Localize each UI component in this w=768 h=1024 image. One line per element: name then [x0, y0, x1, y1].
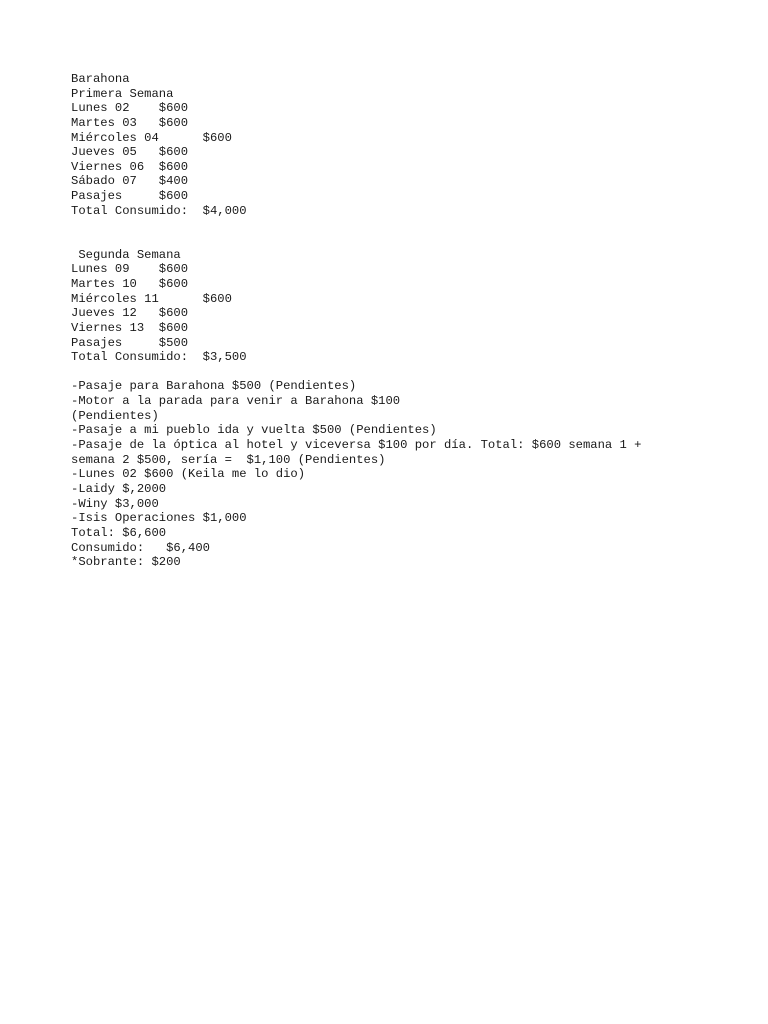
- note-line: -Motor a la parada para venir a Barahona $100: [71, 394, 401, 409]
- week1-row: Sábado 07 $400: [71, 174, 189, 189]
- note-line: -Isis Operaciones $1,000: [71, 511, 247, 526]
- week2-total: Total Consumido: $3,500: [71, 350, 247, 365]
- summary-consumed: Consumido: $6,400: [71, 540, 210, 555]
- note-line: -Laidy $,2000: [71, 481, 167, 496]
- note-line: -Winy $3,000: [71, 496, 159, 511]
- summary-total: Total: $6,600: [71, 525, 167, 540]
- note-line: -Lunes 02 $600 (Keila me lo dio): [71, 467, 306, 482]
- week1-row: Jueves 05 $600: [71, 145, 189, 160]
- note-line: semana 2 $500, sería = $1,100 (Pendientes): [71, 452, 386, 467]
- week2-title: Segunda Semana: [71, 247, 181, 262]
- note-line: (Pendientes): [71, 408, 159, 423]
- week1-row: Miércoles 04 $600: [71, 130, 232, 145]
- spacer: [71, 233, 711, 248]
- note-line: -Pasaje de la óptica al hotel y viceversa $100 por día. Total: $600 semana 1 +: [71, 438, 642, 453]
- week1-title: Primera Semana: [71, 86, 174, 101]
- week2-row: Miércoles 11 $600: [71, 291, 232, 306]
- place-heading: Barahona: [71, 72, 130, 86]
- document-page: [71, 72, 711, 570]
- note-line: -Pasaje para Barahona $500 (Pendientes): [71, 379, 357, 394]
- week2-row: Lunes 09 $600: [71, 262, 189, 277]
- spacer: [71, 218, 711, 233]
- week2-row: Jueves 12 $600: [71, 306, 189, 321]
- week1-row: Pasajes $600: [71, 189, 189, 204]
- week1-total: Total Consumido: $4,000: [71, 203, 247, 218]
- week2-row: Viernes 13 $600: [71, 320, 189, 335]
- week1-row: Viernes 06 $600: [71, 159, 189, 174]
- note-line: -Pasaje a mi pueblo ida y vuelta $500 (Pendientes): [71, 423, 437, 438]
- week2-row: Pasajes $500: [71, 335, 189, 350]
- week1-row: Martes 03 $600: [71, 115, 189, 130]
- summary-remaining: *Sobrante: $200: [71, 555, 181, 570]
- week2-row: Martes 10 $600: [71, 276, 189, 291]
- spacer: [71, 365, 711, 380]
- week1-row: Lunes 02 $600: [71, 101, 189, 116]
